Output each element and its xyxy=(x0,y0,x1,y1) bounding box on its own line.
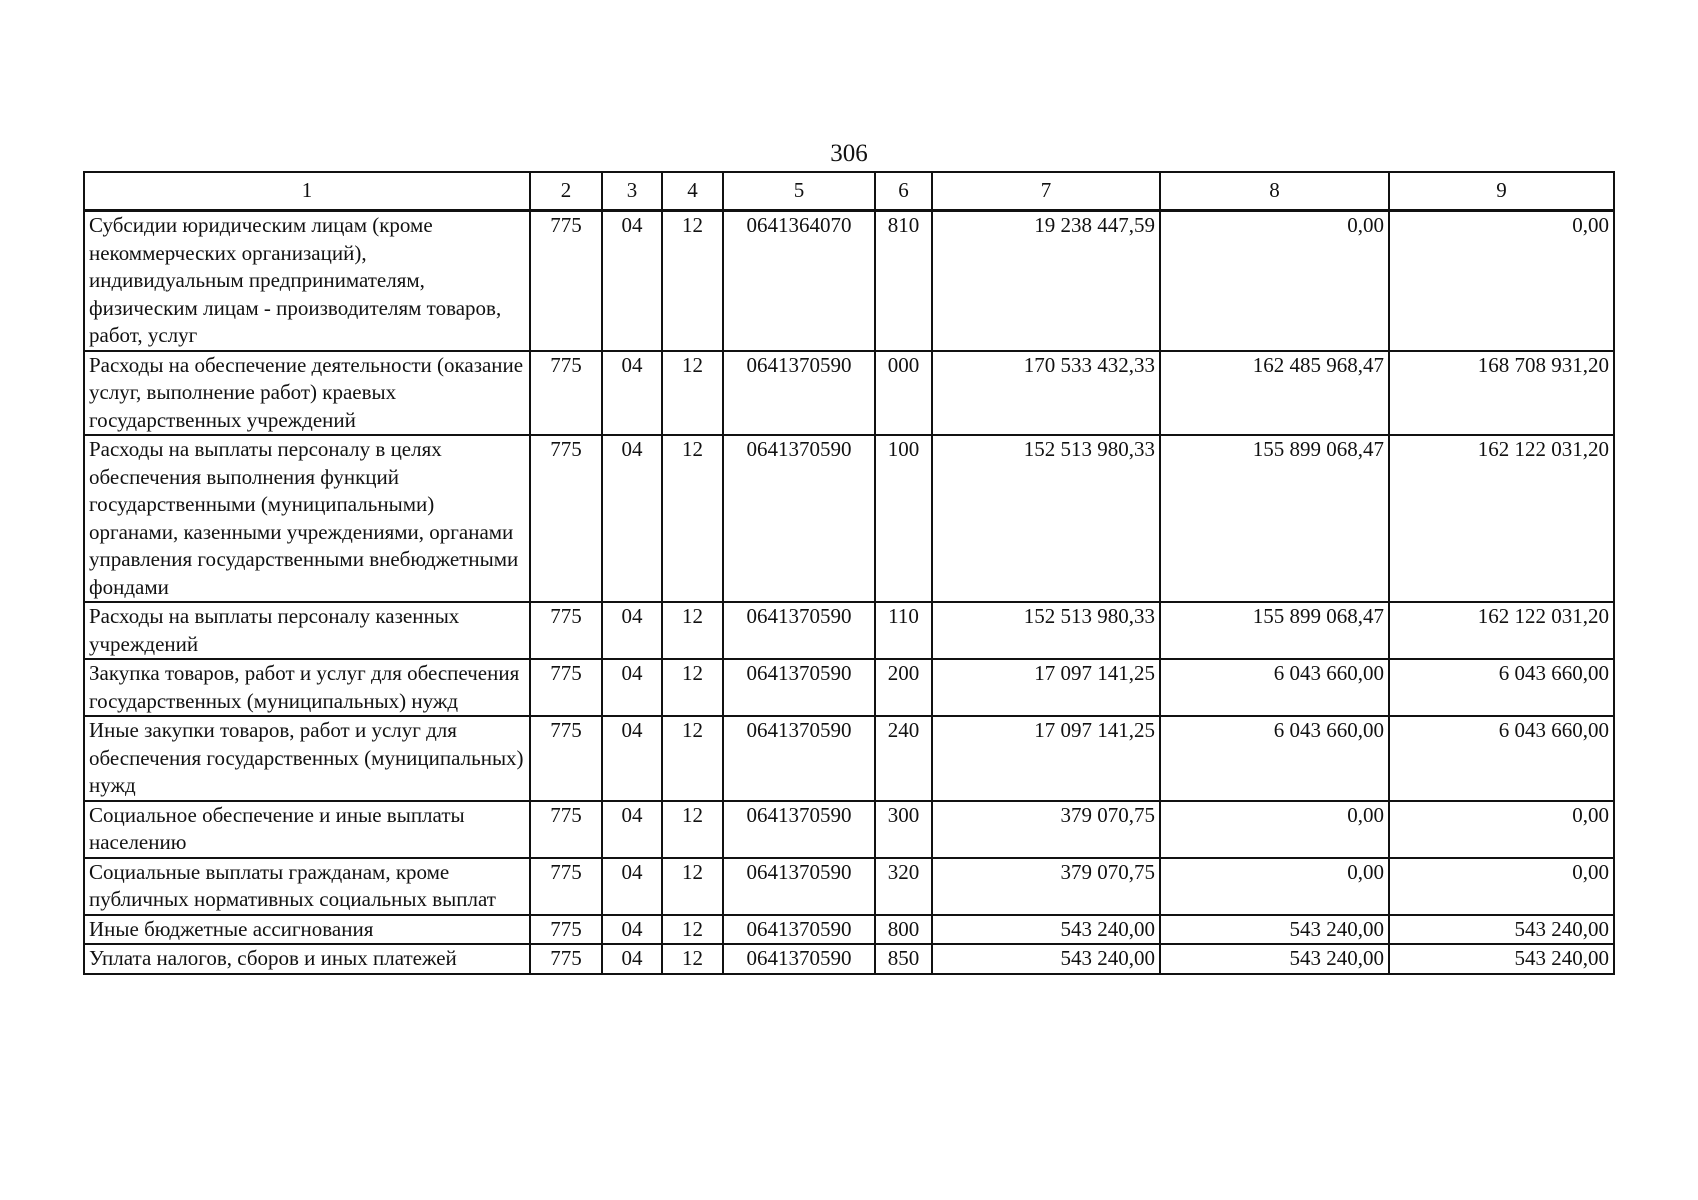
expense-name-cell: Иные бюджетные ассигнования xyxy=(84,915,530,945)
amount-col8-cell: 0,00 xyxy=(1160,858,1389,915)
target-article-cell: 0641370590 xyxy=(723,716,875,801)
ministry-code-cell: 775 xyxy=(530,915,602,945)
ministry-code-cell: 775 xyxy=(530,801,602,858)
expense-type-cell: 850 xyxy=(875,944,932,974)
column-header: 7 xyxy=(932,172,1160,211)
amount-col9-cell: 543 240,00 xyxy=(1389,915,1614,945)
column-header: 5 xyxy=(723,172,875,211)
amount-col7-cell: 17 097 141,25 xyxy=(932,716,1160,801)
amount-col7-cell: 379 070,75 xyxy=(932,858,1160,915)
column-header: 3 xyxy=(602,172,662,211)
column-header: 4 xyxy=(662,172,723,211)
amount-col9-cell: 162 122 031,20 xyxy=(1389,602,1614,659)
ministry-code-cell: 775 xyxy=(530,716,602,801)
expense-name-cell: Иные закупки товаров, работ и услуг для обеспечения государственных (муниципальных) нужд xyxy=(84,716,530,801)
column-header: 6 xyxy=(875,172,932,211)
column-header: 1 xyxy=(84,172,530,211)
amount-col8-cell: 6 043 660,00 xyxy=(1160,716,1389,801)
amount-col7-cell: 19 238 447,59 xyxy=(932,211,1160,351)
expense-type-cell: 810 xyxy=(875,211,932,351)
amount-col7-cell: 17 097 141,25 xyxy=(932,659,1160,716)
table-row xyxy=(84,716,1614,801)
target-article-cell: 0641370590 xyxy=(723,915,875,945)
section-code-cell: 04 xyxy=(602,602,662,659)
expense-name-cell: Расходы на выплаты персоналу в целях обеспечения выполнения функций государственными (муниципальными) органами, казенными учреждениями, органами управления государственными внебюджетными фондами xyxy=(84,435,530,602)
amount-col9-cell: 0,00 xyxy=(1389,858,1614,915)
subsection-code-cell: 12 xyxy=(662,915,723,945)
amount-col8-cell: 155 899 068,47 xyxy=(1160,602,1389,659)
section-code-cell: 04 xyxy=(602,351,662,436)
column-header: 9 xyxy=(1389,172,1614,211)
subsection-code-cell: 12 xyxy=(662,944,723,974)
target-article-cell: 0641370590 xyxy=(723,801,875,858)
section-code-cell: 04 xyxy=(602,944,662,974)
section-code-cell: 04 xyxy=(602,858,662,915)
page-number: 306 xyxy=(830,140,868,167)
expense-name-cell: Субсидии юридическим лицам (кроме некоммерческих организаций), индивидуальным предпринимателям, физическим лицам - производителям товаров, работ, услуг xyxy=(84,211,530,351)
section-code-cell: 04 xyxy=(602,716,662,801)
target-article-cell: 0641364070 xyxy=(723,211,875,351)
amount-col7-cell: 543 240,00 xyxy=(932,944,1160,974)
expense-type-cell: 100 xyxy=(875,435,932,602)
table-row xyxy=(84,659,1614,716)
amount-col8-cell: 543 240,00 xyxy=(1160,944,1389,974)
section-code-cell: 04 xyxy=(602,659,662,716)
ministry-code-cell: 775 xyxy=(530,944,602,974)
amount-col9-cell: 6 043 660,00 xyxy=(1389,716,1614,801)
subsection-code-cell: 12 xyxy=(662,716,723,801)
expense-type-cell: 000 xyxy=(875,351,932,436)
amount-col8-cell: 162 485 968,47 xyxy=(1160,351,1389,436)
ministry-code-cell: 775 xyxy=(530,211,602,351)
amount-col7-cell: 152 513 980,33 xyxy=(932,602,1160,659)
table-row xyxy=(84,801,1614,858)
expense-type-cell: 800 xyxy=(875,915,932,945)
amount-col9-cell: 168 708 931,20 xyxy=(1389,351,1614,436)
expense-name-cell: Закупка товаров, работ и услуг для обеспечения государственных (муниципальных) нужд xyxy=(84,659,530,716)
expense-name-cell: Социальное обеспечение и иные выплаты населению xyxy=(84,801,530,858)
column-header: 8 xyxy=(1160,172,1389,211)
section-code-cell: 04 xyxy=(602,211,662,351)
budget-table xyxy=(83,171,1615,975)
expense-type-cell: 200 xyxy=(875,659,932,716)
table-row xyxy=(84,944,1614,974)
table-row xyxy=(84,351,1614,436)
amount-col8-cell: 0,00 xyxy=(1160,801,1389,858)
expense-type-cell: 300 xyxy=(875,801,932,858)
expense-name-cell: Расходы на обеспечение деятельности (оказание услуг, выполнение работ) краевых государственных учреждений xyxy=(84,351,530,436)
amount-col7-cell: 170 533 432,33 xyxy=(932,351,1160,436)
amount-col7-cell: 152 513 980,33 xyxy=(932,435,1160,602)
expense-type-cell: 320 xyxy=(875,858,932,915)
expense-name-cell: Расходы на выплаты персоналу казенных учреждений xyxy=(84,602,530,659)
ministry-code-cell: 775 xyxy=(530,351,602,436)
amount-col9-cell: 0,00 xyxy=(1389,801,1614,858)
ministry-code-cell: 775 xyxy=(530,858,602,915)
expense-type-cell: 240 xyxy=(875,716,932,801)
target-article-cell: 0641370590 xyxy=(723,858,875,915)
subsection-code-cell: 12 xyxy=(662,659,723,716)
amount-col9-cell: 543 240,00 xyxy=(1389,944,1614,974)
subsection-code-cell: 12 xyxy=(662,602,723,659)
target-article-cell: 0641370590 xyxy=(723,944,875,974)
ministry-code-cell: 775 xyxy=(530,435,602,602)
amount-col9-cell: 162 122 031,20 xyxy=(1389,435,1614,602)
amount-col8-cell: 155 899 068,47 xyxy=(1160,435,1389,602)
amount-col7-cell: 543 240,00 xyxy=(932,915,1160,945)
amount-col8-cell: 6 043 660,00 xyxy=(1160,659,1389,716)
table-row xyxy=(84,211,1614,351)
subsection-code-cell: 12 xyxy=(662,351,723,436)
target-article-cell: 0641370590 xyxy=(723,602,875,659)
amount-col7-cell: 379 070,75 xyxy=(932,801,1160,858)
target-article-cell: 0641370590 xyxy=(723,659,875,716)
subsection-code-cell: 12 xyxy=(662,211,723,351)
table-row xyxy=(84,858,1614,915)
amount-col9-cell: 0,00 xyxy=(1389,211,1614,351)
section-code-cell: 04 xyxy=(602,435,662,602)
table-row xyxy=(84,602,1614,659)
header-row xyxy=(84,172,1614,211)
amount-col8-cell: 0,00 xyxy=(1160,211,1389,351)
table-row xyxy=(84,435,1614,602)
column-header: 2 xyxy=(530,172,602,211)
target-article-cell: 0641370590 xyxy=(723,351,875,436)
table-body xyxy=(84,211,1614,974)
expense-name-cell: Уплата налогов, сборов и иных платежей xyxy=(84,944,530,974)
subsection-code-cell: 12 xyxy=(662,858,723,915)
target-article-cell: 0641370590 xyxy=(723,435,875,602)
section-code-cell: 04 xyxy=(602,801,662,858)
expense-type-cell: 110 xyxy=(875,602,932,659)
ministry-code-cell: 775 xyxy=(530,602,602,659)
subsection-code-cell: 12 xyxy=(662,435,723,602)
amount-col8-cell: 543 240,00 xyxy=(1160,915,1389,945)
section-code-cell: 04 xyxy=(602,915,662,945)
table-header xyxy=(84,172,1614,211)
expense-name-cell: Социальные выплаты гражданам, кроме публичных нормативных социальных выплат xyxy=(84,858,530,915)
ministry-code-cell: 775 xyxy=(530,659,602,716)
table-row xyxy=(84,915,1614,945)
subsection-code-cell: 12 xyxy=(662,801,723,858)
amount-col9-cell: 6 043 660,00 xyxy=(1389,659,1614,716)
